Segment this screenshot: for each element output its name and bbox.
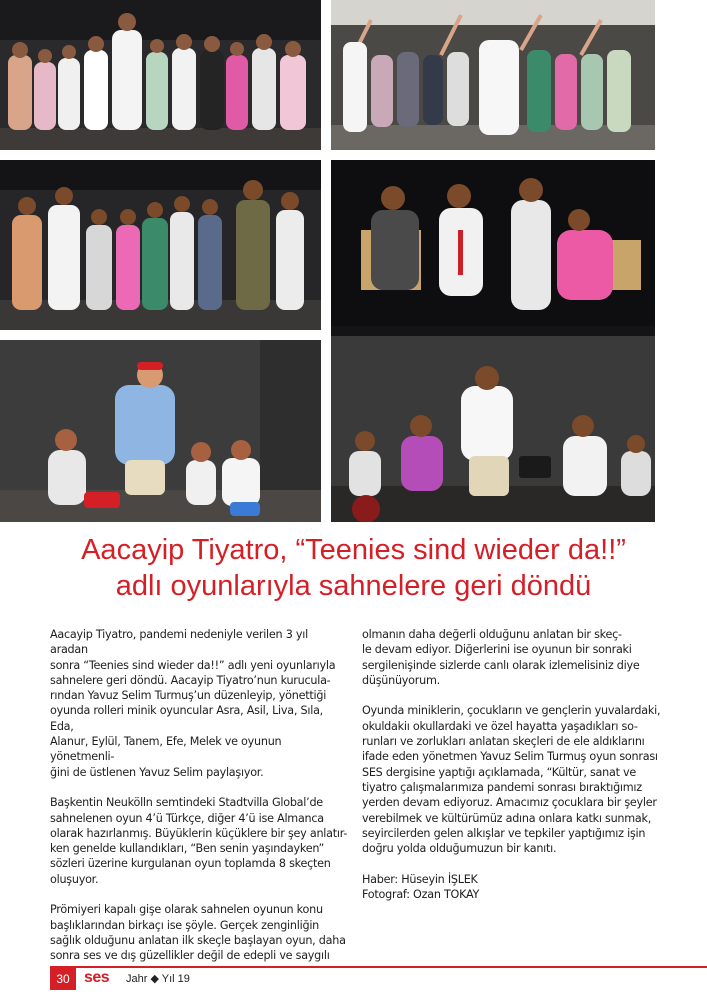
photo-group-children (0, 0, 321, 150)
paragraph: Prömiyeri kapalı gişe olarak sahnelen oyunun konu başlıklarından birkaçı ise şöyle. Gerçek zenginliğin sağlık olduğunu anlatan ilk skeçle başlayan oyun, daha sonra ses ve dış güzellikler değil de edepli ve saygılı (50, 903, 346, 963)
photo-actor-children-image (0, 340, 321, 522)
paragraph: Oyunda miniklerin, çocukların ve gençlerin yuvalardaki, okuldakiı okullardaki ve özel hayatta yaşadıkları so- runları ve zorlukları anlatan skeçleri de ele aldıklarını ifade eden yönetmen Yavuz Selim Turmuş oyun sonrası SES dergisine yaptığı açıklamada, “Kültür, sanat ve tiyatro çalışmalarımıza pandemi sonrası bıraktığımız yerden devam ediyoruz. Amacımız çocuklara bir şeyler verebilmek ve kültürümüz adına onlara katkı sunmak, seyircilerden gelen alkışlar ve tepkiler yaptığımız işin doğru yolda olduğumuzun bir kanıtı. (362, 704, 661, 856)
photo-actors-scene (331, 326, 655, 522)
photo-cast-bow-image (331, 0, 655, 150)
paragraph: olmanın daha değerli olduğunu anlatan bir skeç- le devam ediyor. Diğerlerini ise oyunun bir sonraki sergilenişinde sizlerde canlı olarak izlemelisiniz diye düşünüyorum. (362, 628, 640, 687)
issue-label: Jahr ◆ Yıl 19 (126, 973, 190, 985)
article-column-right (362, 627, 662, 918)
photo-cast-lineup (0, 160, 321, 330)
article-column-left (50, 627, 348, 979)
photo-cast-bow (331, 0, 655, 150)
photo-group-children-image (0, 0, 321, 150)
article-credits: Haber: Hüseyin İŞLEK Fotograf: Ozan TOKAY (362, 872, 480, 902)
photo-actors-scene-image (331, 326, 655, 522)
photo-seated-scene (331, 160, 655, 330)
paragraph: Başkentin Neukölln semtindeki Stadtvilla Global’de sahnelenen oyun 4’ü Türkçe, diğer 4’ü ise Almanca olarak hazırlanmış. Büyüklerin küçüklere bir şey anlatır- ken genelde kullandıkları, “Ben senin yaşındayken” sözleri üzerine kurgulanan oyun toplamda 8 skeçten oluşuyor. (50, 796, 348, 886)
magazine-logo: ses (84, 969, 110, 986)
page-number: 30 (50, 968, 76, 990)
footer-rule (50, 966, 707, 968)
photo-actor-children (0, 340, 321, 522)
headline-line-2: adlı oyunlarıyla sahnelere geri döndü (115, 570, 592, 602)
photo-seated-scene-image (331, 160, 655, 330)
photo-cast-lineup-image (0, 160, 321, 330)
article-headline (0, 532, 707, 604)
paragraph: Aacayip Tiyatro, pandemi nedeniyle verilen 3 yıl aradan sonra “Teenies sind wieder da!!” adlı yeni oyunlarıyla sahnelere geri döndü. Aacayip Tiyatro’nun kurucula- rından Yavuz Selim Turmuş’un düzenleyip, yönettiği oyunda rolleri minik oyuncular Asra, Asil, Liva, Sıla, Eda, Alanur, Eylül, Tanem, Efe, Melek ve oyunun yönetmenli- ğini de üstlenen Yavuz Selim paylaşıyor. (50, 628, 336, 779)
headline-line-1: Aacayip Tiyatro, “Teenies sind wieder da!!” (81, 534, 626, 566)
